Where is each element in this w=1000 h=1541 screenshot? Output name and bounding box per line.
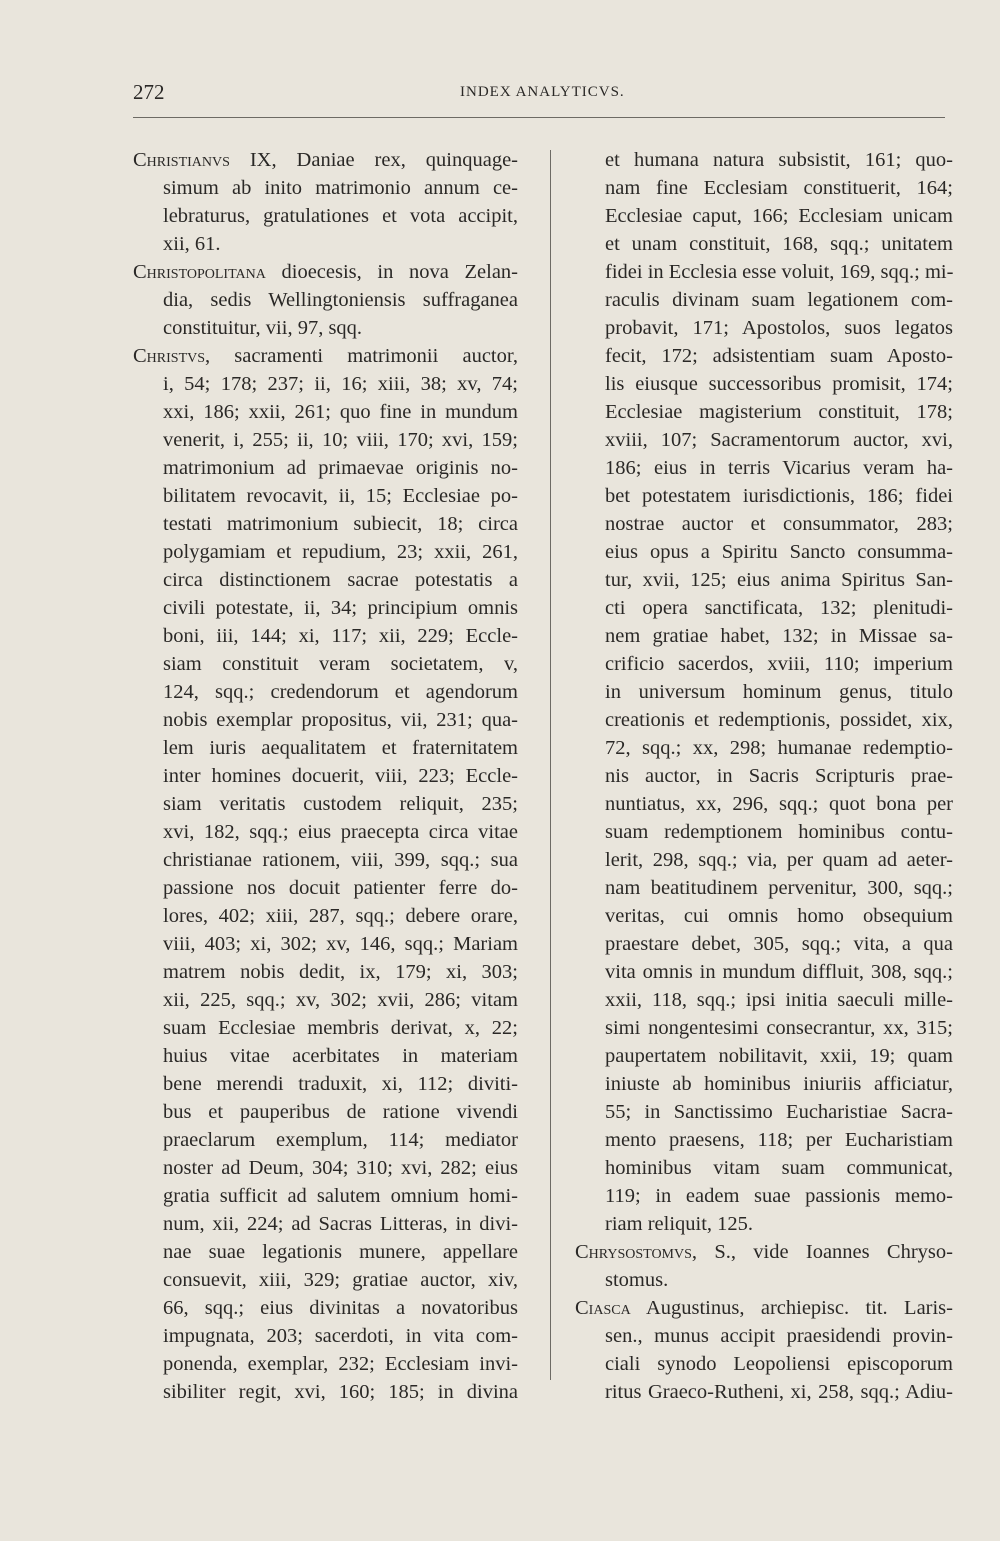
line-text: stomus.: [605, 1269, 669, 1291]
line-text: xxi, 186; xxii, 261; quo fine in mundum: [163, 401, 518, 423]
index-line: [575, 1154, 953, 1182]
index-line: [575, 734, 953, 762]
index-line: [575, 986, 953, 1014]
index-line: [575, 762, 953, 790]
index-line: [133, 1294, 518, 1322]
index-line: [575, 342, 953, 370]
line-text: siam veritatis custodem reliquit, 235;: [163, 793, 518, 815]
line-text: xxii, 118, sqq.; ipsi initia saeculi mille-: [605, 989, 953, 1011]
line-text: ritus Graeco-Rutheni, xi, 258, sqq.; Adiu-: [605, 1381, 953, 1403]
index-line: [575, 314, 953, 342]
index-entry-head-line: [575, 1238, 953, 1266]
line-text: lem iuris aequalitatem et fraternitatem: [163, 737, 518, 759]
index-line: [133, 874, 518, 902]
index-line: [133, 538, 518, 566]
index-line: [133, 1210, 518, 1238]
line-text: xvi, 182, sqq.; eius praecepta circa vitae: [163, 821, 518, 843]
index-line: [133, 1014, 518, 1042]
index-line: [575, 286, 953, 314]
index-line: [575, 566, 953, 594]
line-text: xviii, 107; Sacramentorum auctor, xvi,: [605, 429, 953, 451]
line-text: dia, sedis Wellingtoniensis suffraganea: [163, 289, 518, 311]
line-text: lis eiusque successoribus promisit, 174;: [605, 373, 953, 395]
line-text: boni, iii, 144; xi, 117; xii, 229; Eccle-: [163, 625, 518, 647]
index-line: [575, 706, 953, 734]
line-text: Ecclesiae magisterium constituit, 178;: [605, 401, 953, 423]
line-text: suam Ecclesiae membris derivat, x, 22;: [163, 1017, 518, 1039]
line-text: viii, 403; xi, 302; xv, 146, sqq.; Mariam: [163, 933, 518, 955]
index-line: [133, 706, 518, 734]
index-line: [575, 146, 953, 174]
index-line: [133, 510, 518, 538]
running-head: INDEX ANALYTICVS.: [460, 84, 625, 100]
index-line: [133, 370, 518, 398]
line-text: praeclarum exemplum, 114; mediator: [163, 1129, 518, 1151]
index-line: [133, 678, 518, 706]
index-line: [575, 1322, 953, 1350]
line-text: 72, sqq.; xx, 298; humanae redemptio-: [605, 737, 953, 759]
index-line: [575, 902, 953, 930]
index-line: [133, 202, 518, 230]
line-text: suam redemptionem hominibus contu-: [605, 821, 953, 843]
page-number: 272: [133, 80, 165, 104]
index-line: [133, 622, 518, 650]
line-text: consuevit, xiii, 329; gratiae auctor, xiv,: [163, 1269, 518, 1291]
index-line: [133, 1182, 518, 1210]
index-line: [575, 258, 953, 286]
index-line: [133, 818, 518, 846]
line-text: dioecesis, in nova Zelan-: [265, 261, 518, 283]
line-text: hominibus vitam suam communicat,: [605, 1157, 953, 1179]
index-line: [133, 1266, 518, 1294]
index-line: [575, 1126, 953, 1154]
line-text: riam reliquit, 125.: [605, 1213, 754, 1235]
line-text: et unam constituit, 168, sqq.; unitatem: [605, 233, 953, 255]
index-line: [133, 930, 518, 958]
index-line: [133, 1350, 518, 1378]
index-line: [133, 1126, 518, 1154]
index-line: [575, 790, 953, 818]
index-line: [133, 1238, 518, 1266]
page-header: [133, 80, 945, 110]
index-line: [575, 1070, 953, 1098]
line-text: civili potestate, ii, 34; principium omnis: [163, 597, 518, 619]
line-text: inter homines docuerit, viii, 223; Eccle-: [163, 765, 518, 787]
index-line: [575, 818, 953, 846]
line-text: praestare debet, 305, sqq.; vita, a qua: [605, 933, 953, 955]
line-text: bus et pauperibus de ratione vivendi: [163, 1101, 518, 1123]
line-text: xii, 225, sqq.; xv, 302; xvii, 286; vitam: [163, 989, 518, 1011]
index-line: [575, 650, 953, 678]
index-line: [575, 622, 953, 650]
index-line: [133, 482, 518, 510]
line-text: paupertatem nobilitavit, xxii, 19; quam: [605, 1045, 953, 1067]
line-text: sibiliter regit, xvi, 160; 185; in divina: [163, 1381, 518, 1403]
line-text: nis auctor, in Sacris Scripturis prae-: [605, 765, 953, 787]
line-text: bilitatem revocavit, ii, 15; Ecclesiae po-: [163, 485, 518, 507]
line-text: 124, sqq.; credendorum et agendorum: [163, 681, 518, 703]
index-line: [575, 454, 953, 482]
line-text: sen., munus accipit praesidendi provin-: [605, 1325, 953, 1347]
index-line: [575, 1182, 953, 1210]
line-text: eius opus a Spiritu Sancto consumma-: [605, 541, 953, 563]
line-text: Ecclesiae caput, 166; Ecclesiam unicam: [605, 205, 953, 227]
entry-headword: Chrysostomvs: [575, 1241, 692, 1263]
index-line: [575, 426, 953, 454]
index-entry-head-line: [133, 342, 518, 370]
index-line: [133, 846, 518, 874]
index-line: [575, 510, 953, 538]
line-text: nostrae auctor et consummator, 283;: [605, 513, 953, 535]
index-line: [133, 902, 518, 930]
index-line: [133, 1378, 518, 1406]
index-line: [575, 846, 953, 874]
line-text: raculis divinam suam legationem com-: [605, 289, 953, 311]
index-line: [575, 370, 953, 398]
right-column: [575, 146, 953, 1406]
index-line: [575, 398, 953, 426]
line-text: crificio sacerdos, xviii, 110; imperium: [605, 653, 953, 675]
index-line: [575, 874, 953, 902]
line-text: nobis exemplar propositus, vii, 231; qua-: [163, 709, 518, 731]
line-text: constituitur, vii, 97, sqq.: [163, 317, 363, 339]
line-text: noster ad Deum, 304; 310; xvi, 282; eius: [163, 1157, 518, 1179]
line-text: i, 54; 178; 237; ii, 16; xiii, 38; xv, 74;: [163, 373, 518, 395]
line-text: ponenda, exemplar, 232; Ecclesiam invi-: [163, 1353, 518, 1375]
index-line: [133, 762, 518, 790]
index-line: [133, 734, 518, 762]
line-text: 119; in eadem suae passionis memo-: [605, 1185, 953, 1207]
line-text: 55; in Sanctissimo Eucharistiae Sacra-: [605, 1101, 953, 1123]
left-column: [133, 146, 518, 1406]
index-line: [575, 1350, 953, 1378]
index-line: [133, 1070, 518, 1098]
index-line: [133, 1098, 518, 1126]
line-text: tur, xvii, 125; eius anima Spiritus San-: [605, 569, 953, 591]
line-text: vita omnis in mundum diffluit, 308, sqq.;: [605, 961, 953, 983]
line-text: 66, sqq.; eius divinitas a novatoribus: [163, 1297, 518, 1319]
index-line: [133, 1042, 518, 1070]
line-text: ciali synodo Leopoliensi episcoporum: [605, 1353, 953, 1375]
index-entry-head-line: [575, 1294, 953, 1322]
index-line: [133, 230, 518, 258]
line-text: polygamiam et repudium, 23; xxii, 261,: [163, 541, 518, 563]
entry-headword: Christvs: [133, 345, 206, 367]
line-text: 186; eius in terris Vicarius veram ha-: [605, 457, 953, 479]
line-text: fidei in Ecclesia esse voluit, 169, sqq.; mi-: [605, 261, 953, 283]
line-text: circa distinctionem sacrae potestatis a: [163, 569, 518, 591]
line-text: bene merendi traduxit, xi, 112; diviti-: [163, 1073, 518, 1095]
index-line: [133, 286, 518, 314]
index-line: [133, 426, 518, 454]
line-text: lebraturus, gratulationes et vota accipit,: [163, 205, 518, 227]
index-line: [133, 566, 518, 594]
entry-headword: Ciasca: [575, 1297, 631, 1319]
index-line: [575, 678, 953, 706]
line-text: bet potestatem iurisdictionis, 186; fidei: [605, 485, 953, 507]
index-line: [133, 650, 518, 678]
column-divider: [550, 150, 551, 1380]
line-text: et humana natura subsistit, 161; quo-: [605, 149, 953, 171]
line-text: nam beatitudinem pervenitur, 300, sqq.;: [605, 877, 953, 899]
line-text: in universum hominum genus, titulo: [605, 681, 953, 703]
index-line: [133, 1154, 518, 1182]
index-line: [575, 1378, 953, 1406]
index-entry-head-line: [133, 146, 518, 174]
entry-headword: Christianvs: [133, 149, 230, 171]
index-line: [575, 1098, 953, 1126]
index-line: [133, 594, 518, 622]
index-line: [575, 1210, 953, 1238]
line-text: simi nongentesimi consecrantur, xx, 315;: [605, 1017, 953, 1039]
line-text: nem gratiae habet, 132; in Missae sa-: [605, 625, 953, 647]
index-entry-head-line: [133, 258, 518, 286]
index-line: [575, 930, 953, 958]
line-text: cti opera sanctificata, 132; plenitudi-: [605, 597, 953, 619]
line-text: , sacramenti matrimonii auctor,: [205, 345, 518, 367]
line-text: passione nos docuit patienter ferre do-: [163, 877, 518, 899]
line-text: lores, 402; xiii, 287, sqq.; debere orare,: [163, 905, 518, 927]
line-text: matrimonium ad primaevae originis no-: [163, 457, 518, 479]
line-text: iniuste ab hominibus iniuriis afficiatur,: [605, 1073, 953, 1095]
line-text: IX, Daniae rex, quinquage-: [229, 149, 518, 171]
line-text: matrem nobis dedit, ix, 179; xi, 303;: [163, 961, 518, 983]
line-text: venerit, i, 255; ii, 10; viii, 170; xvi, 159;: [163, 429, 518, 451]
line-text: Augustinus, archiepisc. tit. Laris-: [630, 1297, 953, 1319]
line-text: veritas, cui omnis homo obsequium: [605, 905, 953, 927]
index-line: [133, 314, 518, 342]
index-line: [133, 958, 518, 986]
index-line: [575, 482, 953, 510]
index-line: [133, 454, 518, 482]
line-text: nam fine Ecclesiam constituerit, 164;: [605, 177, 953, 199]
line-text: siam constituit veram societatem, v,: [163, 653, 518, 675]
line-text: huius vitae acerbitates in materiam: [163, 1045, 518, 1067]
index-line: [575, 538, 953, 566]
line-text: probavit, 171; Apostolos, suos legatos: [605, 317, 953, 339]
line-text: num, xii, 224; ad Sacras Litteras, in divi-: [163, 1213, 518, 1235]
line-text: lerit, 298, sqq.; via, per quam ad aeter-: [605, 849, 953, 871]
line-text: gratia sufficit ad salutem omnium homi-: [163, 1185, 518, 1207]
line-text: christianae rationem, viii, 399, sqq.; sua: [163, 849, 518, 871]
index-line: [133, 986, 518, 1014]
line-text: impugnata, 203; sacerdoti, in vita com-: [163, 1325, 518, 1347]
index-line: [575, 230, 953, 258]
index-line: [575, 958, 953, 986]
entry-headword: Christopolitana: [133, 261, 266, 283]
index-line: [133, 398, 518, 426]
line-text: creationis et redemptionis, possidet, xix,: [605, 709, 953, 731]
line-text: simum ab inito matrimonio annum ce-: [163, 177, 518, 199]
index-line: [575, 202, 953, 230]
index-line: [575, 1266, 953, 1294]
line-text: , S., vide Ioannes Chryso-: [691, 1241, 953, 1263]
line-text: fecit, 172; adsistentiam suam Aposto-: [605, 345, 953, 367]
index-line: [133, 790, 518, 818]
line-text: testati matrimonium subiecit, 18; circa: [163, 513, 518, 535]
line-text: mento praesens, 118; per Eucharistiam: [605, 1129, 953, 1151]
line-text: nuntiatus, xx, 296, sqq.; quot bona per: [605, 793, 953, 815]
line-text: xii, 61.: [163, 233, 221, 255]
index-line: [575, 174, 953, 202]
line-text: nae suae legationis munere, appellare: [163, 1241, 518, 1263]
header-rule: [133, 117, 945, 118]
index-line: [133, 174, 518, 202]
index-line: [575, 1042, 953, 1070]
index-line: [133, 1322, 518, 1350]
index-line: [575, 1014, 953, 1042]
index-line: [575, 594, 953, 622]
